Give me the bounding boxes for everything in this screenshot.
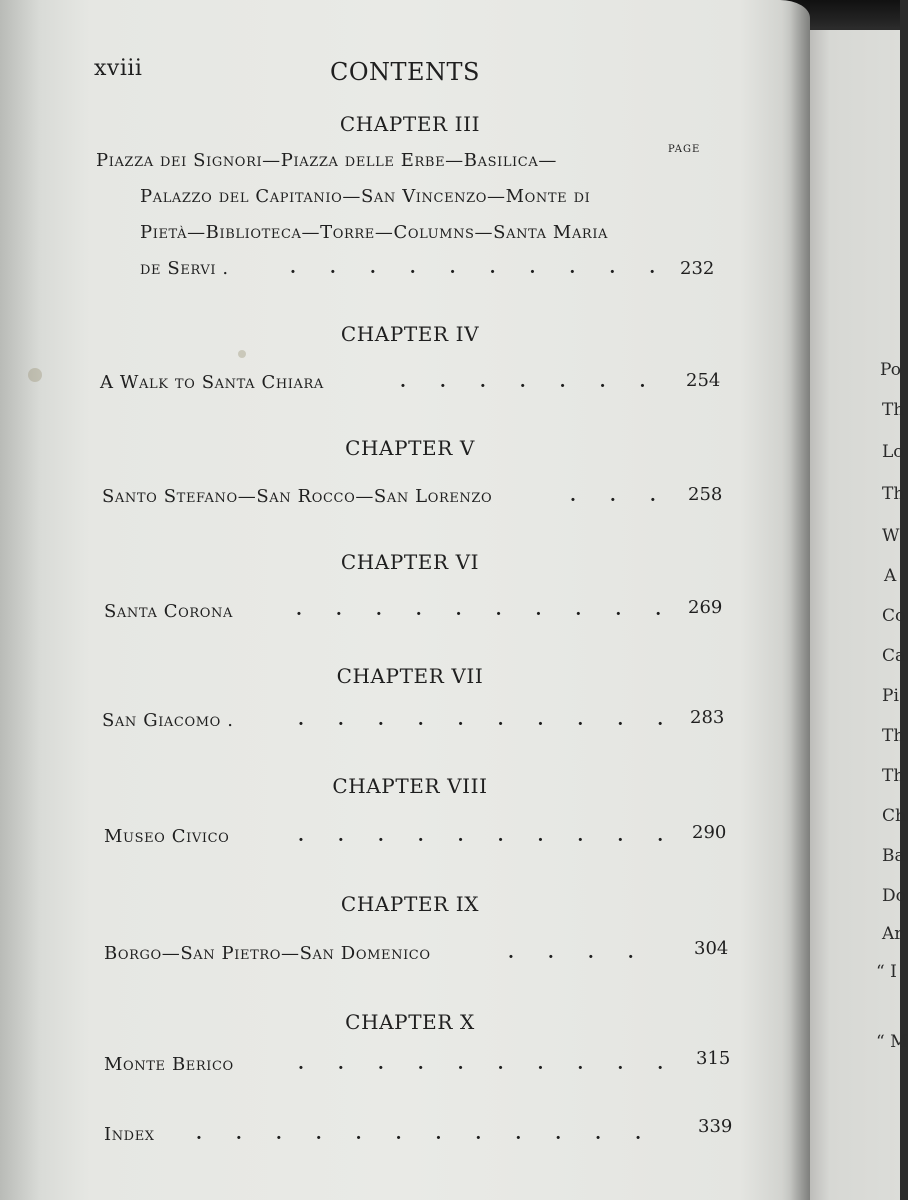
paper-stain <box>28 368 42 382</box>
facing-fragment: Th <box>882 484 905 504</box>
entry-title: San Giacomo . <box>102 710 234 731</box>
facing-fragment: Lo <box>882 442 904 462</box>
chapter-heading: CHAPTER IX <box>340 892 480 916</box>
page-number: 315 <box>696 1048 731 1069</box>
page-title: CONTENTS <box>329 58 480 86</box>
page-number: 290 <box>692 822 727 843</box>
facing-fragment: Th <box>882 726 905 746</box>
facing-fragment: Pi <box>882 686 899 706</box>
chapter-heading: CHAPTER V <box>345 436 475 460</box>
facing-page <box>810 30 908 1200</box>
chapter-heading: CHAPTER III <box>339 112 481 136</box>
facing-fragment: Ba <box>882 846 905 866</box>
page-number: 304 <box>694 938 729 959</box>
leader-dots: . . . . <box>508 943 634 963</box>
entry-title: Museo Civico <box>104 826 230 847</box>
chapter-heading: CHAPTER VIII <box>332 774 488 798</box>
page-column-label: PAGE <box>668 144 701 155</box>
leader-dots: . . . . . . . <box>400 372 646 392</box>
chapter-heading: CHAPTER X <box>345 1010 475 1034</box>
facing-fragment: “ I <box>876 962 897 982</box>
leader-dots: . . . . . . . . . . . . <box>196 1124 642 1144</box>
entry-title: Index <box>104 1124 155 1145</box>
entry-title: Santa Corona <box>104 601 234 622</box>
entry-title-line: de Servi . <box>140 258 229 279</box>
entry-title-line: Piazza dei Signori—Piazza delle Erbe—Basilica— <box>96 150 557 171</box>
entry-title: Borgo—San Pietro—San Domenico <box>104 943 431 964</box>
page-number-roman: xviii <box>94 56 143 81</box>
facing-fragment: “ M <box>876 1032 908 1052</box>
entry-title-line: Palazzo del Capitanio—San Vincenzo—Monte di <box>140 186 591 207</box>
paper-stain <box>238 350 246 358</box>
chapter-heading: CHAPTER IV <box>340 322 480 346</box>
facing-fragment: Ch <box>882 806 906 826</box>
chapter-heading: CHAPTER VI <box>340 550 480 574</box>
facing-fragment: A <box>884 566 897 586</box>
leader-dots: . . . . . . . . . . <box>298 826 664 846</box>
facing-fragment: Th <box>882 766 905 786</box>
entry-title-line: Pietà—Biblioteca—Torre—Columns—Santa Maria <box>140 222 609 243</box>
leader-dots: . . . <box>570 486 656 506</box>
facing-fragment: Ar <box>882 924 903 944</box>
page-number: 269 <box>688 597 723 618</box>
leader-dots: . . . . . . . . . . <box>298 710 664 730</box>
facing-fragment: Do <box>882 886 906 906</box>
leader-dots: . . . . . . . . . . <box>290 258 656 278</box>
facing-fragment: W <box>882 526 900 546</box>
facing-fragment: Ca <box>882 646 906 666</box>
facing-fragment: Th <box>882 400 905 420</box>
leader-dots: . . . . . . . . . . <box>298 1054 664 1074</box>
facing-fragment: Co <box>882 606 906 626</box>
entry-title: Santo Stefano—San Rocco—San Lorenzo <box>102 486 493 507</box>
leader-dots: . . . . . . . . . . <box>296 600 662 620</box>
page-number: 254 <box>686 370 721 391</box>
entry-title: Monte Berico <box>104 1054 234 1075</box>
page-number: 232 <box>680 258 715 279</box>
chapter-heading: CHAPTER VII <box>336 664 484 688</box>
page-number: 258 <box>688 484 723 505</box>
page-number: 283 <box>690 707 725 728</box>
facing-fragment: Po <box>880 360 901 380</box>
page-number: 339 <box>698 1116 733 1137</box>
entry-title: A Walk to Santa Chiara <box>100 372 324 393</box>
